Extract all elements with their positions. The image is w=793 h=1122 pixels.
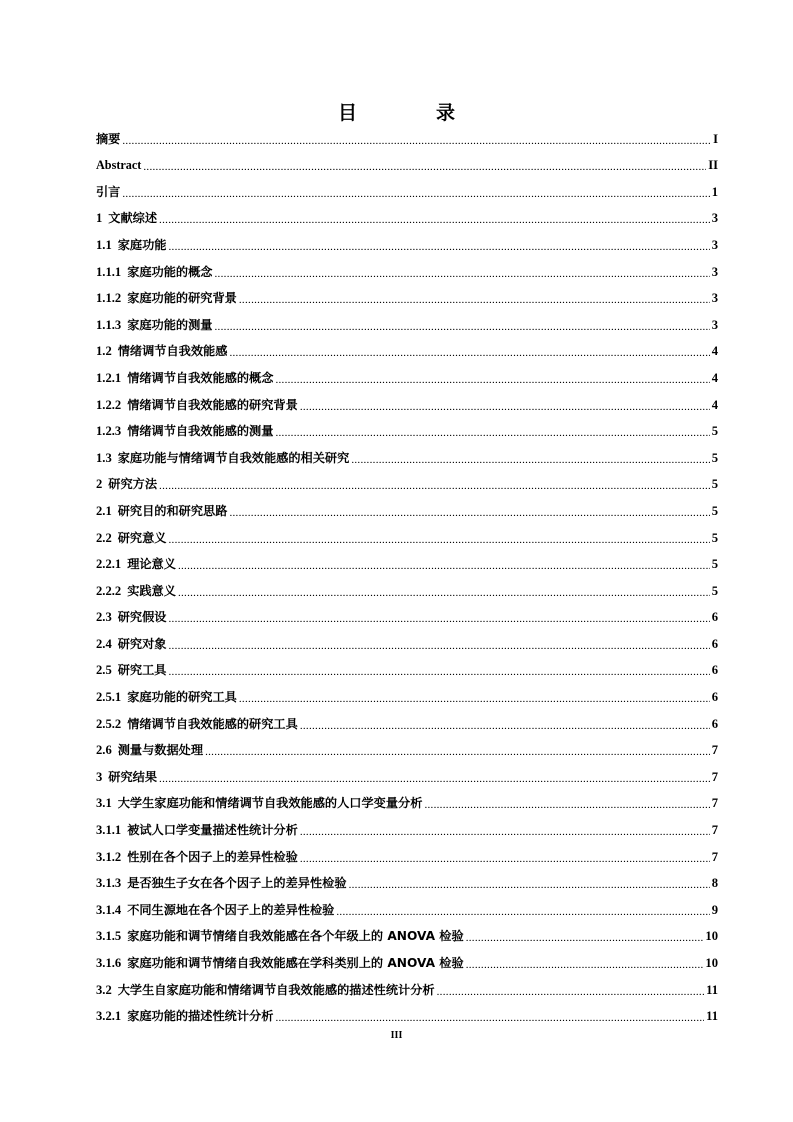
toc-dot-leader	[336, 906, 709, 918]
toc-entry-title	[96, 369, 273, 386]
toc-entry-title	[96, 635, 167, 652]
toc-entry-page: 5	[711, 450, 718, 465]
toc-dot-leader	[300, 401, 710, 413]
toc-dot-leader	[437, 986, 704, 998]
toc-entry-page: 7	[711, 743, 718, 758]
toc-entry-page: 6	[711, 690, 718, 705]
toc-entry-number: 2.5	[96, 663, 112, 678]
toc-dot-leader	[215, 321, 710, 333]
toc-entry-title	[96, 449, 349, 466]
toc-entry[interactable]	[96, 682, 718, 709]
toc-entry[interactable]	[96, 550, 718, 577]
toc-entry-text: 研究目的和研究思路	[117, 503, 228, 518]
toc-entry-title	[96, 342, 227, 359]
toc-dot-leader	[466, 959, 704, 971]
toc-entry-text: 研究意义	[117, 530, 167, 545]
toc-entry-text: 家庭功能	[117, 237, 167, 252]
toc-entry-number: 3.2.1	[96, 1009, 122, 1024]
toc-entry-text: 不同生源地在各个因子上的差异性检验	[127, 902, 335, 917]
toc-entry-text: 情绪调节自我效能感的测量	[127, 424, 274, 439]
toc-entry-title	[96, 130, 120, 147]
toc-entry-text: 家庭功能和调节情绪自我效能感在学科类别上的 ANOVA 检验	[127, 956, 464, 970]
toc-entry-page: 9	[711, 902, 718, 917]
toc-entry-title	[96, 263, 213, 280]
toc-entry-title	[96, 316, 213, 333]
toc-entry[interactable]	[96, 895, 718, 922]
toc-entry[interactable]	[96, 762, 718, 789]
toc-entry-text: 引言	[96, 184, 121, 199]
toc-entry-number: 2.1	[96, 503, 112, 518]
toc-dot-leader	[122, 188, 709, 200]
toc-entry-title	[96, 289, 237, 306]
toc-entry-title	[96, 661, 167, 678]
toc-entry-text: 摘要	[96, 131, 121, 146]
toc-entry-number: 2.6	[96, 743, 112, 758]
toc-entry-page: 3	[711, 317, 718, 332]
toc-entry[interactable]	[96, 523, 718, 550]
toc-entry-title	[96, 582, 176, 599]
toc-entry-title	[96, 209, 157, 226]
toc-entry-number: 2.4	[96, 636, 112, 651]
toc-entry[interactable]	[96, 390, 718, 417]
toc-dot-leader	[424, 799, 709, 811]
toc-dot-leader	[215, 268, 710, 280]
toc-entry-number: 2.5.2	[96, 716, 122, 731]
toc-entry-page: 7	[711, 769, 718, 784]
toc-entry-text: 理论意义	[127, 557, 176, 572]
toc-dot-leader	[159, 773, 710, 785]
toc-entry-title	[96, 183, 120, 200]
toc-entry[interactable]	[96, 815, 718, 842]
toc-entry-number: 3	[96, 769, 103, 784]
toc-entry-page: I	[713, 131, 718, 146]
toc-entry[interactable]	[96, 257, 718, 284]
toc-entry-page: 6	[711, 716, 718, 731]
toc-entry-number: 2.2	[96, 530, 112, 545]
toc-entry[interactable]	[96, 443, 718, 470]
toc-entry-text: 家庭功能和调节情绪自我效能感在各个年级上的 ANOVA 检验	[127, 929, 464, 944]
page-number: III	[390, 1030, 403, 1041]
table-of-contents	[96, 124, 718, 1028]
toc-entry-title	[96, 1007, 273, 1024]
toc-entry-page: 5	[711, 477, 718, 492]
toc-entry-title	[96, 157, 141, 173]
toc-entry-number: 1.2	[96, 344, 112, 359]
toc-entry[interactable]	[96, 975, 718, 1002]
toc-entry[interactable]	[96, 284, 718, 311]
toc-entry-page: II	[708, 158, 718, 173]
toc-entry-text: 家庭功能的描述性统计分析	[127, 1009, 274, 1024]
toc-entry-number: 1.3	[96, 450, 112, 465]
toc-entry-page: 6	[711, 610, 718, 625]
toc-dot-leader	[205, 746, 710, 758]
toc-dot-leader	[159, 214, 710, 226]
toc-entry-number: 1.1.1	[96, 264, 122, 279]
toc-dot-leader	[169, 666, 710, 678]
toc-entry-text: 家庭功能的测量	[127, 317, 213, 332]
toc-entry-text: Abstract	[96, 158, 142, 173]
toc-dot-leader	[169, 534, 710, 546]
toc-entry-page: 11	[706, 982, 718, 997]
toc-entry[interactable]	[96, 337, 718, 364]
toc-entry-title	[96, 874, 347, 891]
toc-entry[interactable]	[96, 177, 718, 204]
toc-entry[interactable]	[96, 789, 718, 816]
toc-entry-title	[96, 475, 157, 492]
toc-entry-text: 研究方法	[108, 477, 158, 492]
toc-entry-number: 3.1.3	[96, 876, 122, 891]
toc-entry[interactable]	[96, 230, 718, 257]
toc-dot-leader	[178, 560, 710, 572]
toc-entry[interactable]	[96, 709, 718, 736]
toc-dot-leader	[300, 853, 710, 865]
toc-entry-page: 3	[711, 291, 718, 306]
toc-entry-text: 测量与数据处理	[117, 743, 204, 758]
toc-entry-title	[96, 715, 298, 732]
toc-entry-title	[96, 236, 167, 253]
toc-entry-page: 5	[711, 530, 718, 545]
toc-entry-page: 10	[705, 929, 718, 944]
toc-entry-page: 4	[711, 344, 718, 359]
toc-entry-number: 1.1.3	[96, 317, 122, 332]
toc-dot-leader	[122, 135, 711, 147]
toc-entry-text: 大学生自家庭功能和情绪调节自我效能感的描述性统计分析	[117, 982, 435, 997]
toc-entry-text: 情绪调节自我效能感	[117, 344, 228, 359]
toc-entry[interactable]	[96, 496, 718, 523]
toc-dot-leader	[169, 241, 710, 253]
toc-entry[interactable]	[96, 417, 718, 444]
toc-entry[interactable]	[96, 629, 718, 656]
toc-entry-page: 7	[711, 849, 718, 864]
toc-entry-page: 5	[711, 557, 718, 572]
toc-entry-number: 3.1.6	[96, 956, 122, 970]
toc-dot-leader	[239, 294, 710, 306]
toc-entry[interactable]	[96, 124, 718, 151]
toc-entry-number: 1.1	[96, 237, 112, 252]
toc-dot-leader	[169, 640, 710, 652]
toc-entry-number: 3.1	[96, 796, 112, 811]
toc-entry-title	[96, 741, 203, 758]
toc-entry-text: 家庭功能的研究背景	[127, 291, 237, 306]
toc-entry-title	[96, 608, 167, 625]
toc-entry-title	[96, 396, 298, 413]
toc-dot-leader	[300, 826, 710, 838]
toc-entry-number: 2	[96, 477, 103, 492]
toc-entry[interactable]	[96, 310, 718, 337]
toc-entry-title	[96, 422, 273, 439]
toc-entry-number: 2.3	[96, 610, 112, 625]
toc-entry-text: 研究工具	[117, 663, 167, 678]
toc-entry-title	[96, 954, 464, 971]
toc-entry-page: 8	[711, 876, 718, 891]
toc-entry[interactable]	[96, 922, 718, 949]
toc-entry-number: 1.2.3	[96, 424, 122, 439]
toc-entry-page: 6	[711, 636, 718, 651]
toc-entry-number: 1.2.2	[96, 397, 122, 412]
toc-entry[interactable]	[96, 1002, 718, 1029]
toc-entry-number: 3.1.4	[96, 902, 122, 917]
toc-entry-page: 3	[711, 211, 718, 226]
toc-dot-leader	[239, 693, 710, 705]
toc-entry-number: 3.1.5	[96, 929, 122, 944]
toc-entry[interactable]	[96, 576, 718, 603]
toc-entry-page: 3	[711, 264, 718, 279]
toc-entry-title	[96, 502, 227, 519]
toc-entry-page: 5	[711, 503, 718, 518]
toc-entry-page: 5	[711, 424, 718, 439]
toc-dot-leader	[143, 161, 706, 173]
toc-entry-title	[96, 555, 176, 572]
toc-dot-leader	[351, 454, 709, 466]
toc-entry-title	[96, 768, 157, 785]
toc-dot-leader	[466, 932, 704, 944]
toc-entry-text: 实践意义	[127, 583, 176, 598]
toc-entry-number: 2.2.1	[96, 557, 122, 572]
toc-dot-leader	[229, 347, 709, 359]
toc-entry[interactable]	[96, 656, 718, 683]
toc-entry-title	[96, 981, 435, 998]
toc-entry-text: 家庭功能的研究工具	[127, 690, 237, 705]
toc-entry-title	[96, 688, 237, 705]
toc-entry-text: 家庭功能与情绪调节自我效能感的相关研究	[117, 450, 350, 465]
toc-entry-title	[96, 927, 464, 944]
toc-entry-number: 3.1.1	[96, 823, 122, 838]
toc-entry-page: 3	[711, 237, 718, 252]
toc-entry-text: 性别在各个因子上的差异性检验	[127, 849, 298, 864]
toc-entry-title	[96, 529, 167, 546]
toc-entry-text: 研究结果	[108, 769, 158, 784]
toc-entry-text: 情绪调节自我效能感的研究工具	[127, 716, 298, 731]
toc-entry[interactable]	[96, 869, 718, 896]
toc-dot-leader	[300, 720, 710, 732]
toc-entry-text: 被试人口学变量描述性统计分析	[127, 823, 298, 838]
toc-dot-leader	[159, 480, 710, 492]
toc-entry-number: 2.2.2	[96, 583, 122, 598]
toc-entry[interactable]	[96, 204, 718, 231]
toc-entry-title	[96, 794, 422, 811]
toc-entry-text: 家庭功能的概念	[127, 264, 213, 279]
toc-entry-number: 1	[96, 211, 103, 226]
toc-entry-title	[96, 901, 334, 918]
toc-entry[interactable]	[96, 363, 718, 390]
toc-entry[interactable]	[96, 603, 718, 630]
toc-entry-number: 3.2	[96, 982, 112, 997]
toc-entry-number: 1.1.2	[96, 291, 122, 306]
toc-entry-page: 7	[711, 796, 718, 811]
toc-entry-number: 1.2.1	[96, 370, 122, 385]
toc-entry-page: 4	[711, 397, 718, 412]
toc-entry-number: 3.1.2	[96, 849, 122, 864]
toc-dot-leader	[349, 879, 710, 891]
toc-entry[interactable]	[96, 470, 718, 497]
toc-entry-text: 大学生家庭功能和情绪调节自我效能感的人口学变量分析	[117, 796, 423, 811]
toc-dot-leader	[275, 427, 709, 439]
toc-entry[interactable]	[96, 736, 718, 763]
toc-entry-page: 5	[711, 583, 718, 598]
toc-entry-page: 10	[705, 956, 718, 970]
toc-dot-leader	[169, 613, 710, 625]
toc-entry[interactable]	[96, 842, 718, 869]
toc-entry-number: 2.5.1	[96, 690, 122, 705]
toc-entry-text: 情绪调节自我效能感的研究背景	[127, 397, 298, 412]
toc-dot-leader	[275, 1012, 704, 1024]
toc-entry-page: 1	[711, 184, 718, 199]
toc-entry-text: 是否独生子女在各个因子上的差异性检验	[127, 876, 347, 891]
toc-entry-page: 11	[706, 1009, 718, 1024]
toc-entry-text: 文献综述	[108, 211, 158, 226]
toc-entry[interactable]	[96, 151, 718, 178]
toc-entry[interactable]	[96, 948, 718, 975]
page-title: 目 录	[337, 102, 485, 124]
toc-dot-leader	[178, 587, 710, 599]
toc-entry-text: 研究假设	[117, 610, 167, 625]
toc-dot-leader	[229, 507, 709, 519]
toc-entry-page: 4	[711, 370, 718, 385]
toc-entry-page: 6	[711, 663, 718, 678]
toc-entry-text: 研究对象	[117, 636, 167, 651]
toc-dot-leader	[275, 374, 709, 386]
toc-entry-page: 7	[711, 823, 718, 838]
toc-entry-text: 情绪调节自我效能感的概念	[127, 370, 274, 385]
toc-entry-title	[96, 821, 298, 838]
toc-entry-title	[96, 848, 298, 865]
